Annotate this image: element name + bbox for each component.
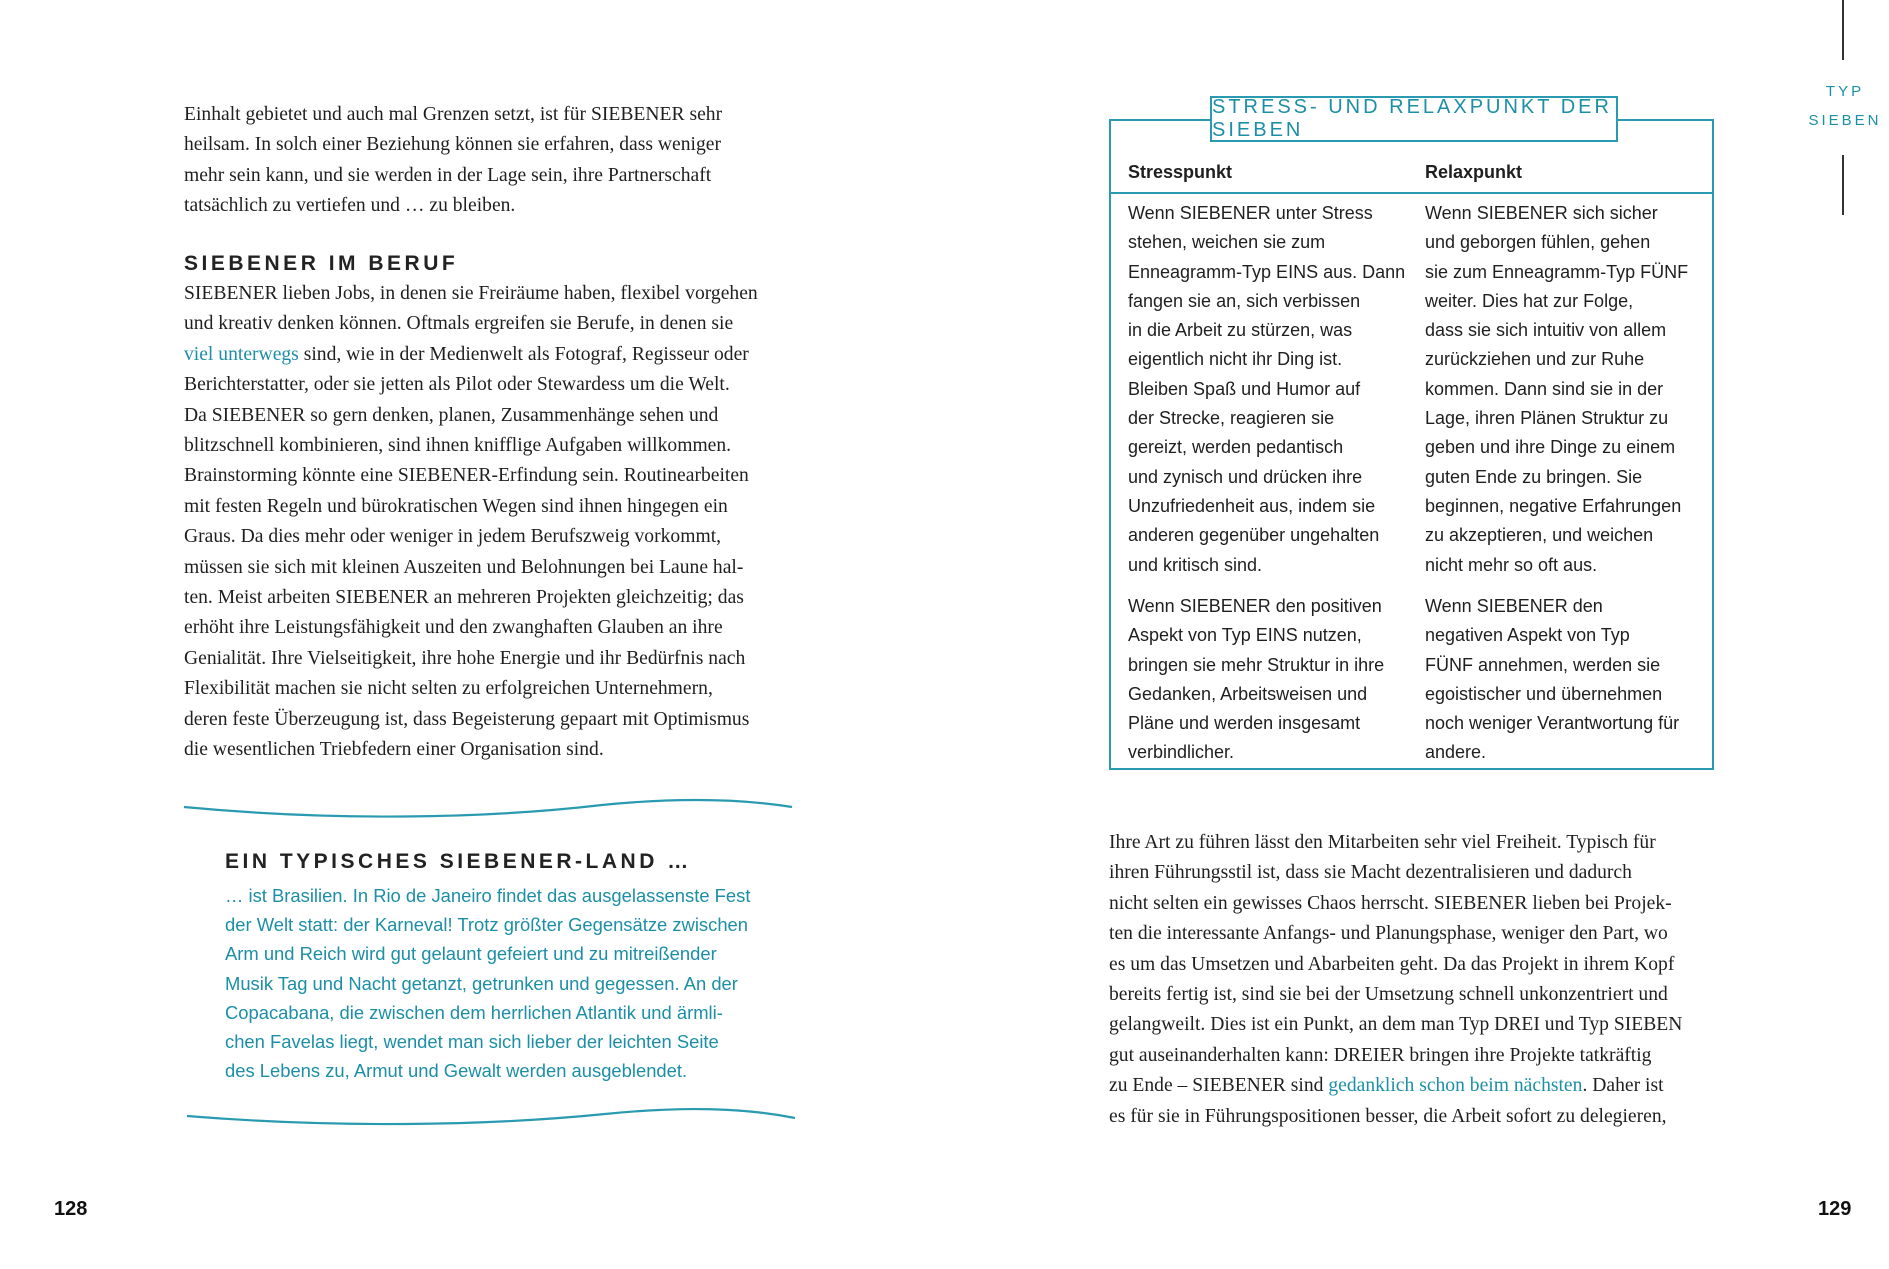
text-line: Wenn SIEBENER den — [1425, 596, 1603, 616]
text-line: Berichterstatter, oder sie jetten als Pilot oder Stewardess um die Welt. — [184, 374, 730, 396]
relax-cell-1 — [1425, 199, 1710, 580]
text-line: negativen Aspekt von Typ — [1425, 625, 1630, 646]
column-header-stress: Stresspunkt — [1128, 162, 1233, 182]
text-line: Pläne und werden insgesamt — [1128, 713, 1361, 734]
text-line: zurückziehen und zur Ruhe — [1425, 349, 1645, 370]
text-line: gereizt, werden pedantisch — [1128, 437, 1344, 458]
section-heading: SIEBENER IM BERUF — [184, 252, 459, 275]
text-line — [184, 340, 794, 370]
text-line: erhöht ihre Leistungsfähigkeit und den zwanghaften Glauben an ihre — [184, 617, 723, 639]
chapter-tab-line-bottom — [1842, 155, 1844, 215]
text-line: mit festen Regeln und bürokratischen Wegen sind ihnen hingegen ein — [184, 495, 728, 517]
fuehrung-paragraph — [1109, 828, 1719, 1132]
intro-paragraph — [184, 100, 794, 222]
text-line: in die Arbeit zu stürzen, was — [1128, 320, 1353, 341]
text-line: ten die interessante Anfangs- und Planungsphase, weniger den Part, wo — [1109, 923, 1668, 945]
text-line: Musik Tag und Nacht getanzt, getrunken und gegessen. An der — [225, 972, 738, 994]
text-line: anderen gegenüber ungehalten — [1128, 525, 1380, 546]
text-line: SIEBENER lieben Jobs, in denen sie Freiräume haben, flexibel vorgehen — [184, 283, 758, 304]
text-line: müssen sie sich mit kleinen Auszeiten und Belohnungen bei Laune hal- — [184, 556, 744, 578]
text-line: Graus. Da dies mehr oder weniger in jedem Berufszweig vorkommt, — [184, 526, 722, 548]
land-box — [225, 847, 775, 1085]
text-line: Arm und Reich wird gut gelaunt gefeiert und zu mitreißender — [225, 943, 717, 965]
text-fragment: . Daher ist — [1582, 1075, 1664, 1097]
text-line: der Welt statt: der Karneval! Trotz größter Gegensätze zwischen — [225, 914, 749, 936]
text-line: bereits fertig ist, sind sie bei der Umsetzung schnell unkonzentriert und — [1109, 984, 1668, 1006]
chapter-tab-label-sieben: SIEBEN — [1808, 112, 1882, 129]
inline-link[interactable]: viel unterwegs — [184, 343, 299, 365]
column-header-rule — [1111, 192, 1712, 194]
relax-cell-2 — [1425, 592, 1710, 768]
text-line: der Strecke, reagieren sie — [1128, 408, 1335, 429]
text-line: Da SIEBENER so gern denken, planen, Zusammenhänge sehen und — [184, 404, 719, 426]
text-line: weiter. Dies hat zur Folge, — [1425, 290, 1634, 311]
text-line: egoistischer und übernehmen — [1425, 683, 1663, 704]
text-line: Gedanken, Arbeitsweisen und — [1128, 683, 1368, 704]
text-line: Lage, ihren Plänen Struktur zu — [1425, 408, 1669, 429]
text-line: dass sie sich intuitiv von allem — [1425, 320, 1667, 341]
text-line: Enneagramm-Typ EINS aus. Dann — [1128, 261, 1406, 282]
text-line: beginnen, negative Erfahrungen — [1425, 495, 1682, 516]
text-line: FÜNF annehmen, werden sie — [1425, 654, 1661, 675]
text-line: und zynisch und drücken ihre — [1128, 466, 1363, 487]
text-line: Bleiben Spaß und Humor auf — [1128, 378, 1361, 399]
text-line: mehr sein kann, und sie werden in der Lage sein, ihre Partnerschaft — [184, 164, 712, 186]
text-line: Einhalt gebietet und auch mal Grenzen setzt, ist für SIEBENER sehr — [184, 104, 723, 125]
text-line: ihren Führungsstil ist, dass sie Macht dezentralisieren und dadurch — [1109, 862, 1632, 884]
box-title-text: STRESS- UND RELAXPUNKT DER SIEBEN — [1212, 96, 1612, 141]
text-line: noch weniger Verantwortung für — [1425, 713, 1680, 734]
text-line: … ist Brasilien. In Rio de Janeiro findet das ausgelassenste Fest — [225, 885, 751, 906]
text-line: bringen sie mehr Struktur in ihre — [1128, 654, 1385, 675]
text-line: es für sie in Führungspositionen besser, die Arbeit sofort zu delegieren, — [1109, 1105, 1667, 1127]
wave-divider-bottom — [185, 1104, 797, 1132]
text-fragment: sind, wie in der Medienwelt als Fotograf, Regisseur oder — [298, 343, 749, 365]
stress-box-title — [1210, 96, 1618, 142]
land-paragraph — [225, 881, 775, 1085]
text-line: ten. Meist arbeiten SIEBENER an mehreren Projekten gleichzeitig; das — [184, 587, 744, 609]
section-beruf — [184, 249, 794, 766]
text-line: nicht mehr so oft aus. — [1425, 554, 1598, 575]
text-line: gut auseinanderhalten kann: DREIER bringen ihre Projekte tatkräftig — [1109, 1044, 1652, 1066]
beruf-paragraph — [184, 279, 794, 766]
page-number-left: 128 — [54, 1198, 88, 1220]
text-line: des Lebens zu, Armut und Gewalt werden ausgeblendet. — [225, 1060, 688, 1082]
text-line: fangen sie an, sich verbissen — [1128, 290, 1361, 311]
text-line: Copacabana, die zwischen dem herrlichen Atlantik und ärmli- — [225, 1001, 723, 1023]
text-line: es um das Umsetzen und Abarbeiten geht. Da das Projekt in ihrem Kopf — [1109, 953, 1675, 975]
text-line: Genialität. Ihre Vielseitigkeit, ihre hohe Energie und ihr Bedürfnis nach — [184, 647, 746, 669]
text-line: gelangweilt. Dies ist ein Punkt, an dem man Typ DREI und Typ SIEBEN — [1109, 1014, 1683, 1036]
column-header-relax: Relaxpunkt — [1425, 162, 1523, 182]
text-line: eigentlich nicht ihr Ding ist. — [1128, 349, 1343, 370]
text-line: chen Favelas liegt, wendet man sich lieber der leichten Seite — [225, 1031, 719, 1053]
text-line: Ihre Art zu führen lässt den Mitarbeiten sehr viel Freiheit. Typisch für — [1109, 832, 1656, 853]
text-line: Wenn SIEBENER den positiven — [1128, 596, 1382, 616]
text-line: Wenn SIEBENER sich sicher — [1425, 203, 1658, 223]
text-line: und kritisch sind. — [1128, 554, 1263, 575]
text-line: deren feste Überzeugung ist, dass Begeisterung gepaart mit Optimismus — [184, 708, 750, 730]
text-line: tatsächlich zu vertiefen und … zu bleiben. — [184, 195, 516, 217]
text-line: die wesentlichen Triebfedern einer Organisation sind. — [184, 739, 604, 761]
text-line: Wenn SIEBENER unter Stress — [1128, 203, 1373, 223]
chapter-tab-label-typ: TYP — [1825, 83, 1865, 100]
text-line: heilsam. In solch einer Beziehung können sie erfahren, dass weniger — [184, 134, 722, 156]
text-line: guten Ende zu bringen. Sie — [1425, 466, 1643, 487]
text-line: Unzufriedenheit aus, indem sie — [1128, 495, 1376, 516]
stress-cell-2 — [1128, 592, 1418, 768]
land-heading: EIN TYPISCHES SIEBENER-LAND … — [225, 850, 692, 873]
text-line: geben und ihre Dinge zu einem — [1425, 437, 1676, 458]
page-number-right: 129 — [1818, 1198, 1852, 1220]
text-line: nicht selten ein gewisses Chaos herrscht. SIEBENER lieben bei Projek- — [1109, 892, 1672, 914]
text-line: Aspekt von Typ EINS nutzen, — [1128, 625, 1362, 646]
text-fragment: zu Ende – SIEBENER sind — [1109, 1075, 1329, 1097]
text-line: Brainstorming könnte eine SIEBENER-Erfindung sein. Routinearbeiten — [184, 465, 749, 487]
text-line: verbindlicher. — [1128, 742, 1235, 763]
inline-link[interactable]: gedanklich schon beim nächsten — [1328, 1075, 1583, 1097]
text-line: andere. — [1425, 742, 1487, 763]
text-line: und kreativ denken können. Oftmals ergreifen sie Berufe, in denen sie — [184, 313, 734, 335]
text-line: sie zum Enneagramm-Typ FÜNF — [1425, 261, 1689, 282]
text-line: zu akzeptieren, und weichen — [1425, 525, 1654, 546]
text-line: blitzschnell kombinieren, sind ihnen knifflige Aufgaben willkommen. — [184, 435, 732, 457]
text-line: und geborgen fühlen, gehen — [1425, 232, 1651, 253]
text-line: kommen. Dann sind sie in der — [1425, 378, 1664, 399]
stress-cell-1 — [1128, 199, 1418, 580]
chapter-tab-line-top — [1842, 0, 1844, 60]
wave-divider-top — [182, 795, 794, 823]
text-line — [1109, 1071, 1719, 1101]
text-line: stehen, weichen sie zum — [1128, 232, 1326, 253]
text-line: Flexibilität machen sie nicht selten zu erfolgreichen Unternehmern, — [184, 678, 713, 700]
